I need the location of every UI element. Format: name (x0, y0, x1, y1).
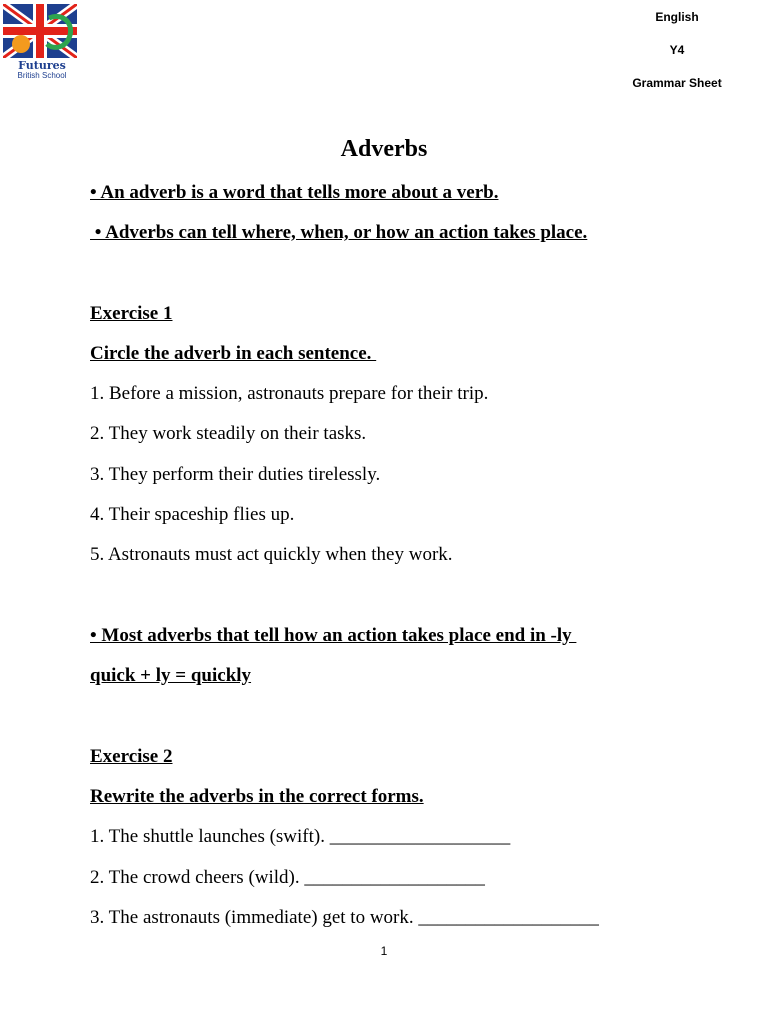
school-logo (3, 4, 77, 80)
logo-name: Futures (18, 59, 66, 72)
exercise2-instruction: Rewrite the adverbs in the correct forms. (90, 786, 424, 807)
exercise2-heading: Exercise 2 (90, 746, 173, 767)
exercise2-sentence: 2. The crowd cheers (wild). ___________________ (90, 867, 485, 888)
school-crest-icon (3, 4, 77, 58)
page-title: Adverbs (340, 136, 428, 162)
subject-label: English (655, 10, 699, 24)
exercise2-sentence: 1. The shuttle launches (swift). ___________________ (90, 826, 511, 847)
exercise1-sentence: 3. They perform their duties tirelessly. (90, 464, 381, 485)
rule-example: quick + ly = quickly (90, 665, 252, 686)
page-number: 1 (380, 944, 388, 958)
logo-subtitle: British School (17, 71, 67, 80)
exercise1-instruction: Circle the adverb in each sentence. (90, 343, 377, 364)
definition-line: • An adverb is a word that tells more about a verb. (90, 182, 499, 203)
exercise1-sentence: 5. Astronauts must act quickly when they work. (90, 544, 453, 565)
definition-line: • Adverbs can tell where, when, or how an action takes place. (90, 222, 588, 243)
year-label: Y4 (669, 43, 685, 57)
exercise2-sentence: 3. The astronauts (immediate) get to work. ___________________ (90, 907, 599, 928)
sheet-type-label: Grammar Sheet (632, 76, 722, 90)
exercise1-sentence: 1. Before a mission, astronauts prepare for their trip. (90, 383, 489, 404)
exercise1-sentence: 2. They work steadily on their tasks. (90, 423, 367, 444)
exercise1-sentence: 4. Their spaceship flies up. (90, 504, 295, 525)
exercise1-heading: Exercise 1 (90, 303, 173, 324)
rule-text: • Most adverbs that tell how an action takes place end in -ly (90, 625, 577, 646)
